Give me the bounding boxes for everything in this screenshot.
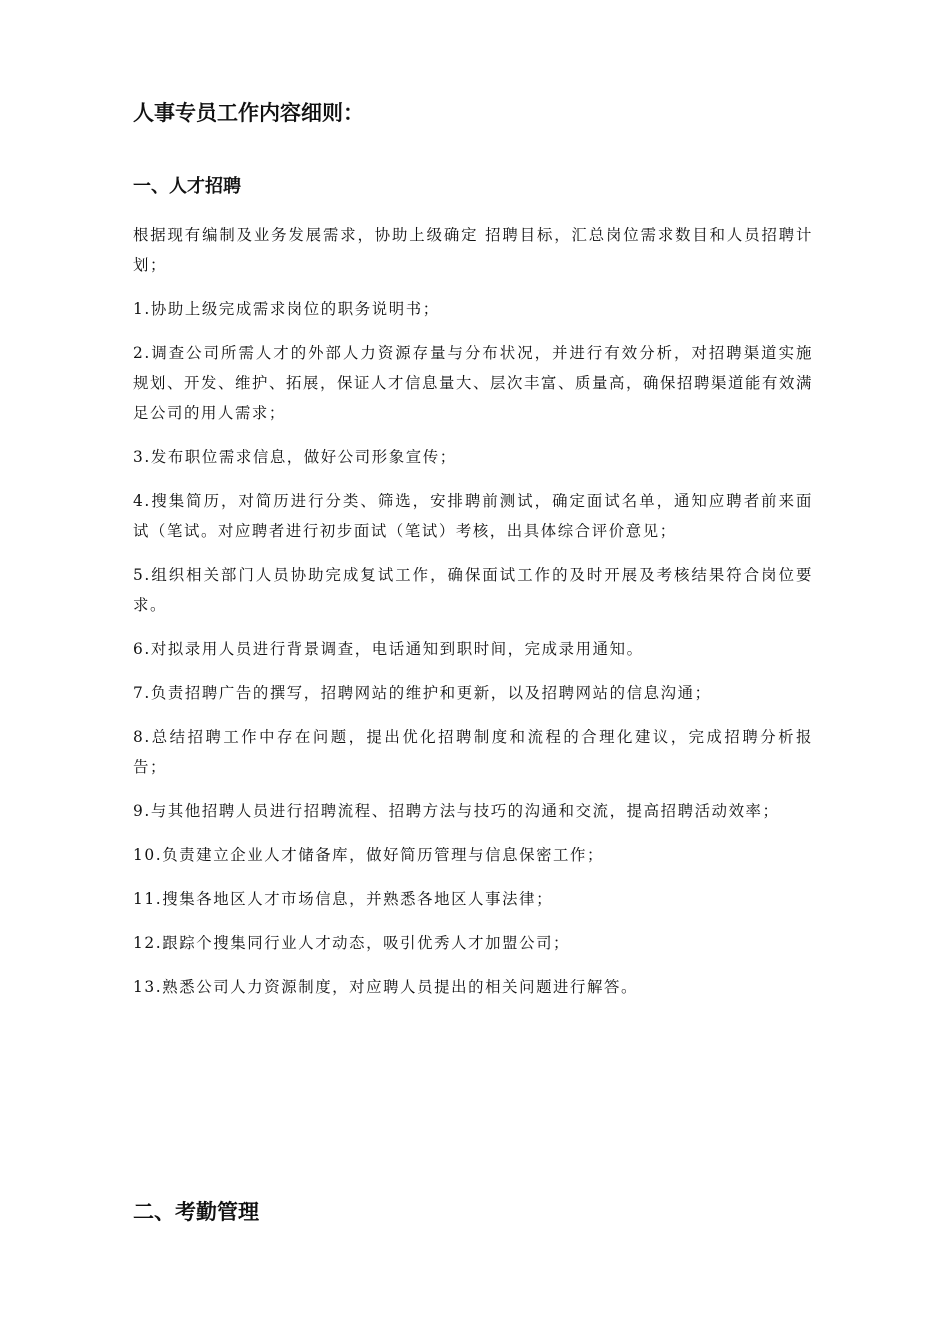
list-item: 11.搜集各地区人才市场信息，并熟悉各地区人事法律； <box>133 890 554 908</box>
list-item: 13.熟悉公司人力资源制度，对应聘人员提出的相关问题进行解答。 <box>133 978 639 996</box>
recruitment-intro: 根据现有编制及业务发展需求，协助上级确定 招聘目标，汇总岗位需求数目和人员招聘计划； <box>133 226 813 274</box>
list-item: 2.调查公司所需人才的外部人力资源存量与分布状况，并进行有效分析，对招聘渠道实施规划、开发、维护、拓展，保证人才信息量大、层次丰富、质量高，确保招聘渠道能有效满足公司的用人需求； <box>133 344 813 422</box>
document-title: 人事专员工作内容细则： <box>133 101 364 125</box>
list-item: 9.与其他招聘人员进行招聘流程、招聘方法与技巧的沟通和交流，提高招聘活动效率； <box>133 802 780 820</box>
section-heading-recruitment: 一、人才招聘 <box>133 176 241 197</box>
list-item: 10.负责建立企业人才储备库，做好简历管理与信息保密工作； <box>133 846 605 864</box>
list-item: 3.发布职位需求信息，做好公司形象宣传； <box>133 448 457 466</box>
list-item: 4.搜集简历，对简历进行分类、筛选，安排聘前测试，确定面试名单，通知应聘者前来面试（笔试。对应聘者进行初步面试（笔试）考核，出具体综合评价意见； <box>133 492 813 540</box>
list-item: 6.对拟录用人员进行背景调查，电话通知到职时间，完成录用通知。 <box>133 640 644 658</box>
section-heading-attendance: 二、考勤管理 <box>133 1200 259 1224</box>
list-item: 12.跟踪个搜集同行业人才动态，吸引优秀人才加盟公司； <box>133 934 571 952</box>
list-item: 8.总结招聘工作中存在问题，提出优化招聘制度和流程的合理化建议，完成招聘分析报告； <box>133 728 813 776</box>
recruitment-content <box>133 220 813 1016</box>
list-item: 1.协助上级完成需求岗位的职务说明书； <box>133 300 440 318</box>
list-item: 7.负责招聘广告的撰写，招聘网站的维护和更新，以及招聘网站的信息沟通； <box>133 684 712 702</box>
list-item: 5.组织相关部门人员协助完成复试工作，确保面试工作的及时开展及考核结果符合岗位要求。 <box>133 566 813 614</box>
